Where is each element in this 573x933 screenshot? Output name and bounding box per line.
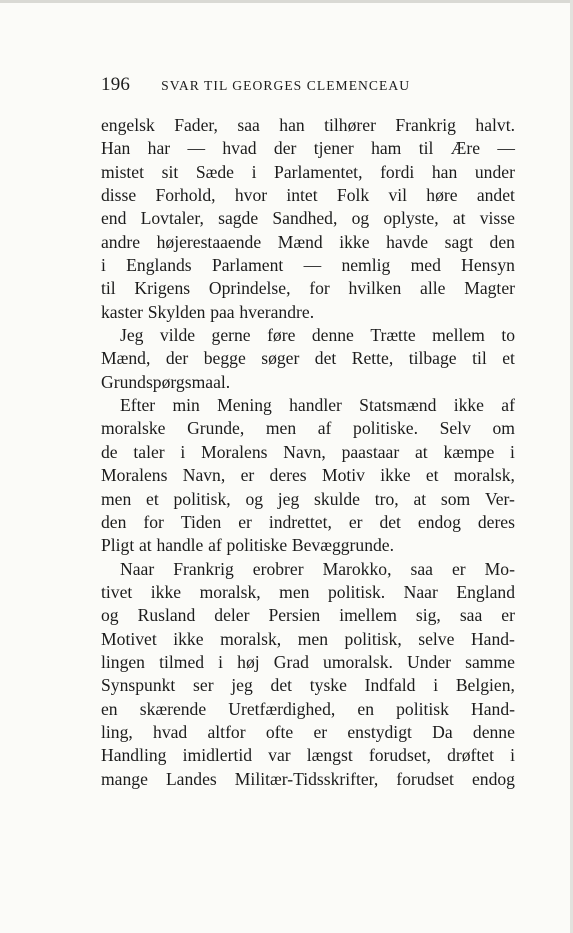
page-number: 196 [101,74,131,95]
text-line: lingen tilmed i høj Grad umoralsk. Under samme [101,651,515,672]
text-line: mange Landes Militær-Tidsskrifter, forudset endog [101,768,515,789]
text-line: engelsk Fader, saa han tilhører Frankrig halvt. [101,115,515,135]
text-line: Han har — hvad der tjener ham til Ære — [101,138,515,159]
page-header [101,74,515,98]
text-line: moralske Grunde, men af politiske. Selv om [101,418,515,439]
text-line: andre højerestaaende Mænd ikke havde sagt den [101,231,515,252]
text-line: kaster Skylden paa hverandre. [101,301,315,322]
text-line: Pligt at handle af politiske Bevæggrunde. [101,535,395,556]
text-line: til Krigens Oprindelse, for hvilken alle Magter [101,278,515,299]
text-line: men et politisk, og jeg skulde tro, at som Ver- [101,488,515,509]
text-line: Mænd, der begge søger det Rette, tilbage til et [101,348,515,369]
text-line: Efter min Mening handler Statsmænd ikke af [120,395,515,416]
text-line: og Rusland deler Persien imellem sig, saa er [101,605,515,626]
text-line: Grundspørgsmaal. [101,371,231,392]
text-line: mistet sit Sæde i Parlamentet, fordi han under [101,161,515,182]
page-top-edge [0,0,573,3]
running-title: SVAR TIL GEORGES CLEMENCEAU [161,78,411,93]
text-line: end Lovtaler, sagde Sandhed, og oplyste, at visse [101,208,515,229]
text-line: Motivet ikke moralsk, men politisk, selve Hand- [101,628,515,649]
text-line: Synspunkt ser jeg det tyske Indfald i Belgien, [101,675,515,696]
text-line: den for Tiden er indrettet, er det endog deres [101,511,515,532]
body-text [101,114,515,791]
text-line: en skærende Uretfærdighed, en politisk Hand- [101,698,515,719]
text-line: Handling imidlertid var længst forudset, drøftet i [101,745,515,766]
text-line: Naar Frankrig erobrer Marokko, saa er Mo- [120,558,515,579]
text-line: de taler i Moralens Navn, paastaar at kæmpe i [101,441,515,462]
text-line: tivet ikke moralsk, men politisk. Naar England [101,581,515,602]
text-line: ling, hvad altfor ofte er enstydigt Da denne [101,721,515,742]
text-line: disse Forhold, hvor intet Folk vil høre andet [101,185,515,206]
text-line: i Englands Parlament — nemlig med Hensyn [101,255,515,276]
text-line: Jeg vilde gerne føre denne Trætte mellem to [120,325,515,346]
text-line: Moralens Navn, er deres Motiv ikke et moralsk, [101,465,515,486]
